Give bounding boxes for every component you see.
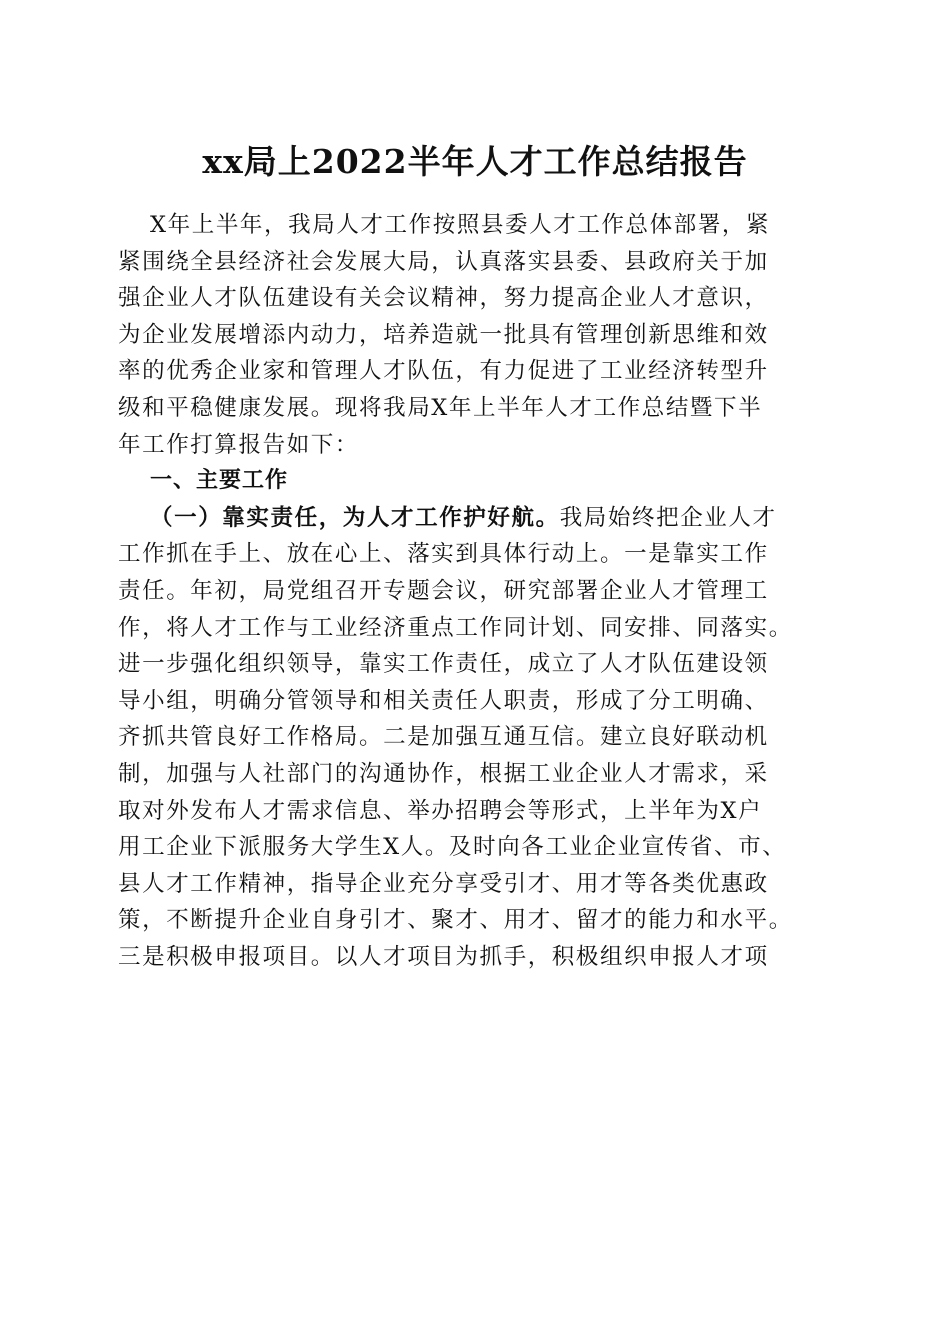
subsection-first-line — [118, 500, 833, 537]
paragraph-line: 齐抓共管良好工作格局。二是加强互通互信。建立良好联动机 — [118, 724, 769, 751]
paragraph-line: 年工作打算报告如下： — [118, 431, 360, 458]
document-body — [118, 207, 833, 975]
paragraph-line: 三是积极申报项目。以人才项目为抓手，积极组织申报人才项 — [118, 943, 769, 970]
paragraph-line-rest: 我局始终把企业人才 — [559, 504, 777, 531]
document-title: xx局上2022半年人才工作总结报告 — [202, 142, 748, 181]
paragraph-line: 进一步强化组织领导，靠实工作责任，成立了人才队伍建设领 — [118, 651, 769, 678]
paragraph-line: 作，将人才工作与工业经济重点工作同计划、同安排、同落实。 — [118, 614, 793, 641]
paragraph-line: 导小组，明确分管领导和相关责任人职责，形成了分工明确、 — [118, 687, 769, 714]
paragraph-line: 县人才工作精神，指导企业充分享受引才、用才等各类优惠政 — [118, 870, 769, 897]
paragraph-line: X年上半年，我局人才工作按照县委人才工作总体部署，紧 — [150, 212, 771, 238]
paragraph-line: 制，加强与人社部门的沟通协作，根据工业企业人才需求，采 — [118, 760, 769, 787]
paragraph-line: 率的优秀企业家和管理人才队伍，有力促进了工业经济转型升 — [118, 358, 769, 385]
paragraph-line: 强企业人才队伍建设有关会议精神，努力提高企业人才意识， — [118, 285, 769, 312]
paragraph-line: 级和平稳健康发展。现将我局X年上半年人才工作总结暨下半 — [118, 394, 763, 421]
paragraph-line: 为企业发展增添内动力，培养造就一批具有管理创新思维和效 — [118, 321, 769, 348]
paragraph-line: 责任。年初，局党组召开专题会议，研究部署企业人才管理工 — [118, 577, 769, 604]
paragraph-line: 策，不断提升企业自身引才、聚才、用才、留才的能力和水平。 — [118, 907, 793, 934]
paragraph-line: 紧围绕全县经济社会发展大局，认真落实县委、县政府关于加 — [118, 248, 769, 275]
section-heading: 一、主要工作 — [150, 468, 289, 494]
paragraph-line: 工作抓在手上、放在心上、落实到具体行动上。一是靠实工作 — [118, 541, 769, 568]
paragraph-line: 取对外发布人才需求信息、举办招聘会等形式，上半年为X户 — [118, 797, 763, 824]
subsection-heading: （一）靠实责任，为人才工作护好航。 — [150, 504, 560, 531]
paragraph-line: 用工企业下派服务大学生X人。及时向各工业企业宣传省、市、 — [118, 834, 787, 861]
